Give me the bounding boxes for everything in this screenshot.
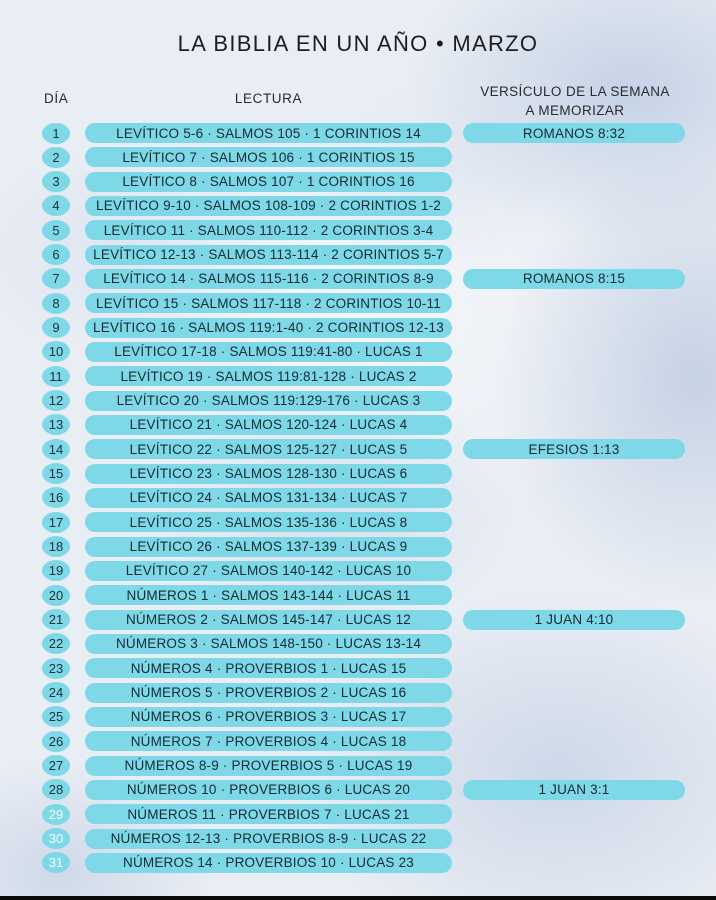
table-row xyxy=(0,170,716,194)
verse-pill: ROMANOS 8:15 xyxy=(463,269,685,289)
table-row xyxy=(0,632,716,656)
day-badge: 19 xyxy=(42,560,70,581)
day-badge: 9 xyxy=(42,317,70,338)
reading-pill: LEVÍTICO 11 · SALMOS 110-112 · 2 CORINTIOS 3-4 xyxy=(85,220,452,240)
reading-pill: LEVÍTICO 22 · SALMOS 125-127 · LUCAS 5 xyxy=(85,439,452,459)
day-badge: 14 xyxy=(42,439,70,460)
table-row xyxy=(0,218,716,242)
day-badge: 21 xyxy=(42,609,70,630)
day-badge: 18 xyxy=(42,536,70,557)
column-header-reading: LECTURA xyxy=(234,91,303,106)
reading-pill: NÚMEROS 4 · PROVERBIOS 1 · LUCAS 15 xyxy=(85,658,452,678)
table-row xyxy=(0,413,716,437)
verse-pill: 1 JUAN 4:10 xyxy=(463,610,685,630)
day-badge: 16 xyxy=(42,487,70,508)
day-badge: 3 xyxy=(42,171,70,192)
reading-pill: LEVÍTICO 12-13 · SALMOS 113-114 · 2 CORINTIOS 5-7 xyxy=(85,245,452,265)
reading-pill: LEVÍTICO 20 · SALMOS 119:129-176 · LUCAS 3 xyxy=(85,391,452,411)
bottom-border xyxy=(0,896,716,900)
day-badge: 17 xyxy=(42,512,70,533)
table-row xyxy=(0,243,716,267)
table-row xyxy=(0,851,716,875)
day-badge: 30 xyxy=(42,828,70,849)
day-badge: 15 xyxy=(42,463,70,484)
day-badge: 31 xyxy=(42,852,70,873)
reading-pill: NÚMEROS 2 · SALMOS 145-147 · LUCAS 12 xyxy=(85,610,452,630)
table-row xyxy=(0,705,716,729)
table-row xyxy=(0,437,716,461)
reading-pill: LEVÍTICO 23 · SALMOS 128-130 · LUCAS 6 xyxy=(85,464,452,484)
day-badge: 28 xyxy=(42,779,70,800)
reading-pill: NÚMEROS 10 · PROVERBIOS 6 · LUCAS 20 xyxy=(85,780,452,800)
table-row xyxy=(0,729,716,753)
day-badge: 12 xyxy=(42,390,70,411)
table-row xyxy=(0,559,716,583)
day-badge: 4 xyxy=(42,195,70,216)
reading-pill: LEVÍTICO 17-18 · SALMOS 119:41-80 · LUCAS 1 xyxy=(85,342,452,362)
table-row xyxy=(0,510,716,534)
table-row xyxy=(0,535,716,559)
day-badge: 27 xyxy=(42,755,70,776)
day-badge: 25 xyxy=(42,706,70,727)
table-row xyxy=(0,389,716,413)
reading-pill: LEVÍTICO 9-10 · SALMOS 108-109 · 2 CORINTIOS 1-2 xyxy=(85,196,452,216)
table-row xyxy=(0,827,716,851)
reading-pill: NÚMEROS 7 · PROVERBIOS 4 · LUCAS 18 xyxy=(85,731,452,751)
table-row xyxy=(0,462,716,486)
reading-pill: LEVÍTICO 26 · SALMOS 137-139 · LUCAS 9 xyxy=(85,537,452,557)
day-badge: 22 xyxy=(42,633,70,654)
page-title: LA BIBLIA EN UN AÑO • MARZO xyxy=(177,31,539,56)
day-badge: 11 xyxy=(42,366,70,387)
day-badge: 29 xyxy=(42,804,70,825)
day-badge: 26 xyxy=(42,731,70,752)
table-row xyxy=(0,364,716,388)
table-row xyxy=(0,316,716,340)
reading-pill: NÚMEROS 6 · PROVERBIOS 3 · LUCAS 17 xyxy=(85,707,452,727)
table-row xyxy=(0,486,716,510)
day-badge: 23 xyxy=(42,658,70,679)
reading-pill: LEVÍTICO 21 · SALMOS 120-124 · LUCAS 4 xyxy=(85,415,452,435)
reading-pill: NÚMEROS 5 · PROVERBIOS 2 · LUCAS 16 xyxy=(85,683,452,703)
table-row xyxy=(0,802,716,826)
table-row xyxy=(0,121,716,145)
table-row xyxy=(0,291,716,315)
reading-pill: LEVÍTICO 7 · SALMOS 106 · 1 CORINTIOS 15 xyxy=(85,147,452,167)
reading-pill: NÚMEROS 1 · SALMOS 143-144 · LUCAS 11 xyxy=(85,585,452,605)
reading-pill: LEVÍTICO 5-6 · SALMOS 105 · 1 CORINTIOS 14 xyxy=(85,123,452,143)
day-badge: 7 xyxy=(42,268,70,289)
table-row xyxy=(0,656,716,680)
day-badge: 1 xyxy=(42,123,70,144)
verse-pill: EFESIOS 1:13 xyxy=(463,439,685,459)
table-row xyxy=(0,583,716,607)
column-header-verse-line1: VERSÍCULO DE LA SEMANA xyxy=(480,84,670,99)
reading-pill: NÚMEROS 8-9 · PROVERBIOS 5 · LUCAS 19 xyxy=(85,756,452,776)
table-row xyxy=(0,145,716,169)
reading-pill: LEVÍTICO 15 · SALMOS 117-118 · 2 CORINTIOS 10-11 xyxy=(85,293,452,313)
column-header-verse-line2: A MEMORIZAR xyxy=(525,102,625,118)
reading-pill: LEVÍTICO 25 · SALMOS 135-136 · LUCAS 8 xyxy=(85,512,452,532)
day-badge: 2 xyxy=(42,147,70,168)
reading-pill: LEVÍTICO 14 · SALMOS 115-116 · 2 CORINTIOS 8-9 xyxy=(85,269,452,289)
verse-pill: 1 JUAN 3:1 xyxy=(463,780,685,800)
reading-pill: NÚMEROS 3 · SALMOS 148-150 · LUCAS 13-14 xyxy=(85,634,452,654)
verse-pill: ROMANOS 8:32 xyxy=(463,123,685,143)
table-row xyxy=(0,340,716,364)
table-row xyxy=(0,194,716,218)
day-badge: 5 xyxy=(42,220,70,241)
table-row xyxy=(0,754,716,778)
day-badge: 10 xyxy=(42,341,70,362)
column-header-verse xyxy=(455,83,695,120)
day-badge: 8 xyxy=(42,293,70,314)
table-row xyxy=(0,267,716,291)
reading-pill: LEVÍTICO 19 · SALMOS 119:81-128 · LUCAS 2 xyxy=(85,366,452,386)
reading-pill: LEVÍTICO 27 · SALMOS 140-142 · LUCAS 10 xyxy=(85,561,452,581)
reading-pill: NÚMEROS 11 · PROVERBIOS 7 · LUCAS 21 xyxy=(85,804,452,824)
reading-rows xyxy=(0,121,716,875)
day-badge: 13 xyxy=(42,414,70,435)
table-row xyxy=(0,608,716,632)
column-header-day: DÍA xyxy=(44,91,69,106)
table-row xyxy=(0,778,716,802)
reading-pill: NÚMEROS 12-13 · PROVERBIOS 8-9 · LUCAS 22 xyxy=(85,829,452,849)
day-badge: 24 xyxy=(42,682,70,703)
reading-pill: LEVÍTICO 16 · SALMOS 119:1-40 · 2 CORINTIOS 12-13 xyxy=(85,318,452,338)
day-badge: 6 xyxy=(42,244,70,265)
day-badge: 20 xyxy=(42,585,70,606)
reading-pill: LEVÍTICO 8 · SALMOS 107 · 1 CORINTIOS 16 xyxy=(85,172,452,192)
table-row xyxy=(0,681,716,705)
reading-pill: NÚMEROS 14 · PROVERBIOS 10 · LUCAS 23 xyxy=(85,853,452,873)
reading-pill: LEVÍTICO 24 · SALMOS 131-134 · LUCAS 7 xyxy=(85,488,452,508)
